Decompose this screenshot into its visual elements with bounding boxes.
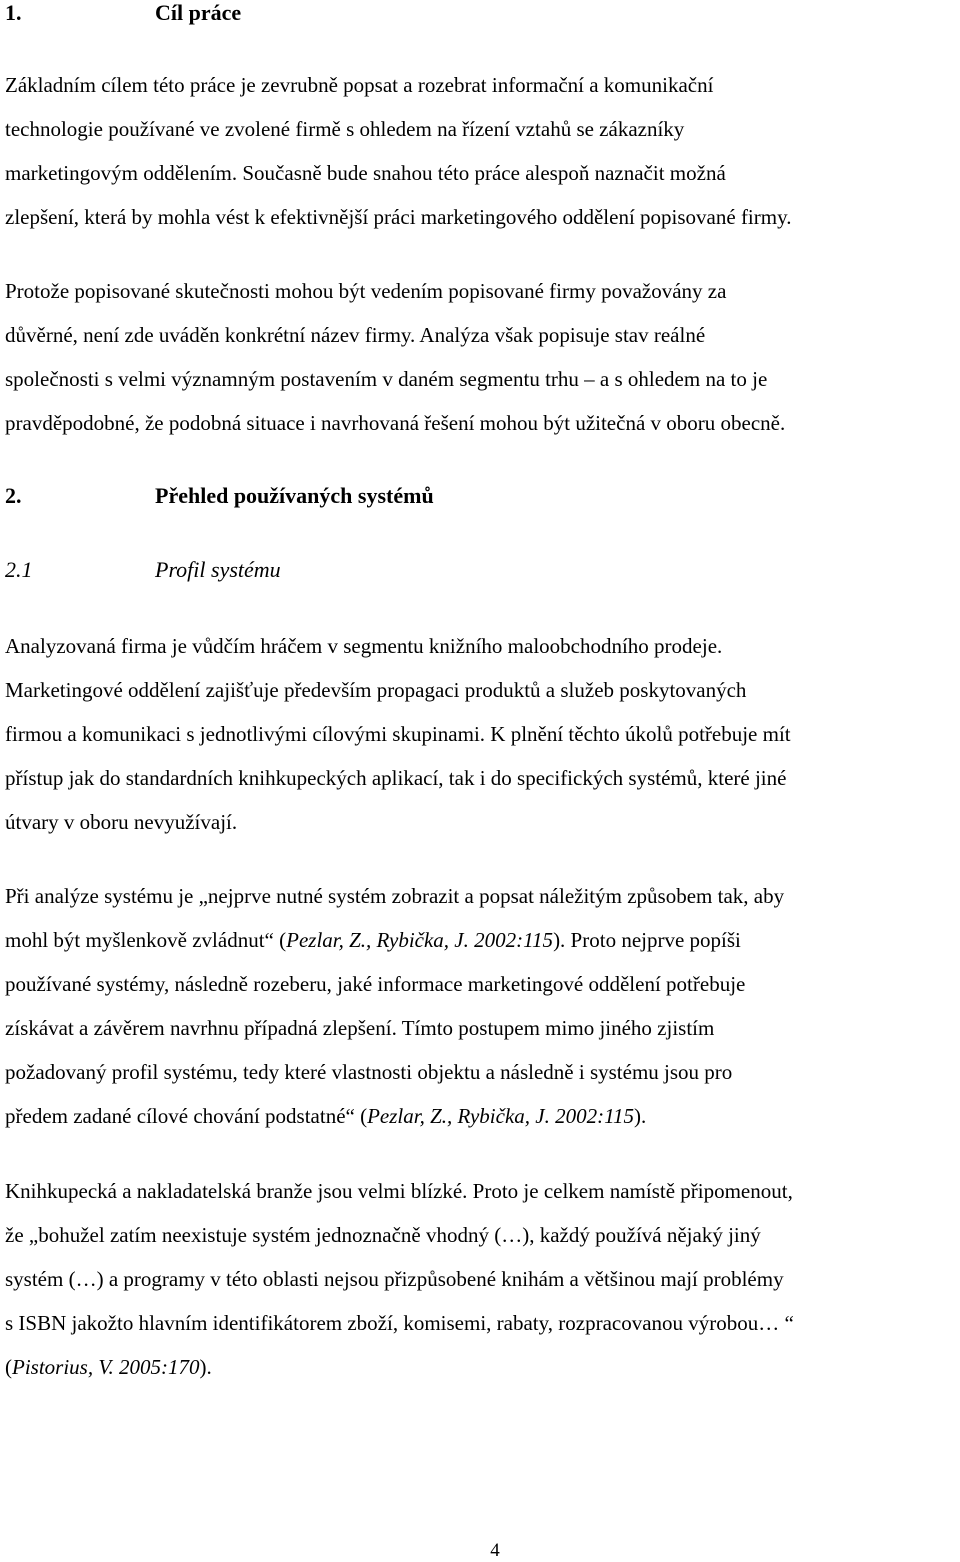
paragraph-line: firmou a komunikaci s jednotlivými cílovými skupinami. K plnění těchto úkolů potřebuje mít	[5, 722, 791, 746]
paragraph-line: že „bohužel zatím neexistuje systém jednoznačně vhodný (…), každý používá nějaký jiný	[5, 1223, 761, 1247]
text-run: ).	[199, 1355, 212, 1379]
paragraph-line: Marketingové oddělení zajišťuje především propagaci produktů a služeb poskytovaných	[5, 678, 747, 702]
section-1-paragraph-2	[5, 276, 960, 452]
paragraph-line: získávat a závěrem navrhnu případná zlepšení. Tímto postupem mimo jiného zjistím	[5, 1016, 715, 1040]
page-number: 4	[490, 1540, 500, 1561]
section-2-heading	[5, 483, 434, 509]
paragraph-line	[5, 1101, 960, 1145]
paragraph-line	[5, 1352, 960, 1396]
paragraph-line: společnosti s velmi významným postavením v daném segmentu trhu – a s ohledem na to je	[5, 367, 768, 391]
section-1-paragraph-1	[5, 70, 960, 246]
paragraph-line: důvěrné, není zde uváděn konkrétní název firmy. Analýza však popisuje stav reálné	[5, 323, 706, 347]
paragraph-line: systém (…) a programy v této oblasti nejsou přizpůsobené knihám a většinou mají problémy	[5, 1267, 784, 1291]
section-2-1-heading	[5, 557, 281, 583]
paragraph-line: s ISBN jakožto hlavním identifikátorem zboží, komisemi, rabaty, rozpracovanou výrobou… “	[5, 1311, 794, 1335]
section-2-1-paragraph-2	[5, 881, 960, 1145]
section-1-number: 1.	[5, 0, 22, 25]
paragraph-line: přístup jak do standardních knihkupeckých aplikací, tak i do specifických systémů, které jiné	[5, 766, 787, 790]
text-run: ).	[634, 1104, 647, 1128]
text-run: mohl být myšlenkově zvládnut“ (	[5, 928, 287, 952]
citation: Pistorius, V. 2005:170	[12, 1355, 200, 1379]
paragraph-line: Protože popisované skutečnosti mohou být vedením popisované firmy považovány za	[5, 279, 727, 303]
section-2-1-number: 2.1	[5, 557, 33, 582]
citation: Pezlar, Z., Rybička, J. 2002:115	[367, 1104, 635, 1128]
text-run: (	[5, 1355, 12, 1379]
paragraph-line: technologie používané ve zvolené firmě s ohledem na řízení vztahů se zákazníky	[5, 117, 685, 141]
section-2-1-paragraph-1	[5, 631, 960, 851]
paragraph-line: Základním cílem této práce je zevrubně popsat a rozebrat informační a komunikační	[5, 73, 714, 97]
section-1-title: Cíl práce	[155, 0, 242, 25]
paragraph-line	[5, 925, 960, 969]
text-run: předem zadané cílové chování podstatné“ (	[5, 1104, 368, 1128]
paragraph-line: používané systémy, následně rozeberu, jaké informace marketingové oddělení potřebuje	[5, 972, 746, 996]
paragraph-line: útvary v oboru nevyužívají.	[5, 810, 238, 834]
section-2-number: 2.	[5, 483, 22, 508]
paragraph-line: požadovaný profil systému, tedy které vlastnosti objektu a následně i systému jsou pro	[5, 1060, 733, 1084]
text-run: ). Proto nejprve popíši	[553, 928, 741, 952]
citation: Pezlar, Z., Rybička, J. 2002:115	[286, 928, 554, 952]
paragraph-line: Knihkupecká a nakladatelská branže jsou velmi blízké. Proto je celkem namístě připomenout,	[5, 1179, 793, 1203]
paragraph-line: Analyzovaná firma je vůdčím hráčem v segmentu knižního maloobchodního prodeje.	[5, 634, 723, 658]
section-1-heading	[5, 0, 241, 26]
paragraph-line: pravděpodobné, že podobná situace i navrhovaná řešení mohou být užitečná v oboru obecně.	[5, 411, 786, 435]
section-2-1-title: Profil systému	[155, 557, 281, 582]
paragraph-line: Při analýze systému je „nejprve nutné systém zobrazit a popsat náležitým způsobem tak, aby	[5, 884, 785, 908]
section-2-1-paragraph-3	[5, 1176, 960, 1396]
section-2-title: Přehled používaných systémů	[155, 483, 434, 508]
paragraph-line: zlepšení, která by mohla vést k efektivnější práci marketingového oddělení popisované firmy.	[5, 205, 792, 229]
paragraph-line: marketingovým oddělením. Současně bude snahou této práce alespoň naznačit možná	[5, 161, 726, 185]
